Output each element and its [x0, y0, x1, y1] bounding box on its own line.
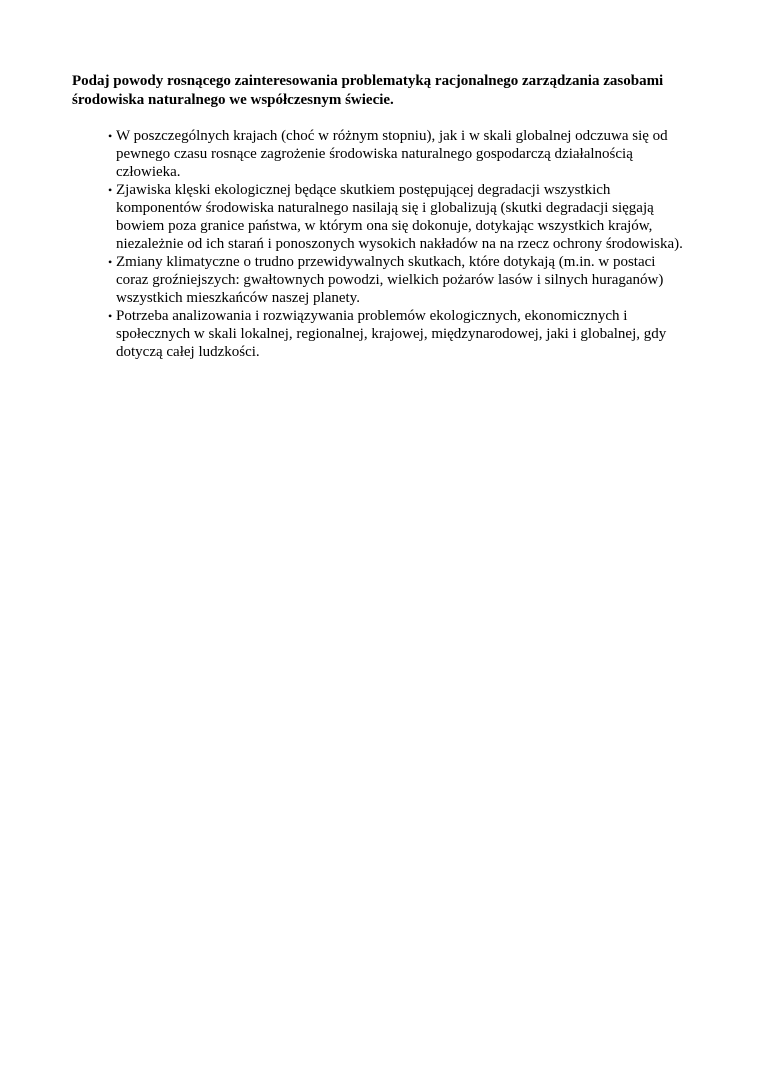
bullet-icon: •: [108, 255, 113, 269]
list-item: [108, 253, 688, 307]
list-item-text: Zmiany klimatyczne o trudno przewidywalnych skutkach, które dotykają (m.in. w postaci coraz groźniejszych: gwałtownych powodzi, wielkich pożarów lasów i silnych huraganów) wszystkich mieszkańców naszej planety.: [116, 254, 664, 306]
list-item-text: Zjawiska klęski ekologicznej będące skutkiem postępującej degradacji wszystkich komponentów środowiska naturalnego nasilają się i globalizują (skutki degradacji sięgają bowiem poza granice państwa, w którym ona się dokonuje, dotykając wszystkich krajów, niezależnie od ich starań i ponoszonych wysokich nakładów na na rzecz ochrony środowiska).: [116, 182, 683, 252]
list-item-text: W poszczególnych krajach (choć w różnym stopniu), jak i w skali globalnej odczuwa się od pewnego czasu rosnące zagrożenie środowiska naturalnego gospodarczą działalnością człowieka.: [116, 128, 668, 180]
list-item: [108, 307, 688, 361]
bullet-icon: •: [108, 183, 113, 197]
list-item: [108, 127, 688, 181]
answer-list: [108, 127, 688, 361]
bullet-icon: •: [108, 129, 113, 143]
question-heading: Podaj powody rosnącego zainteresowania problematyką racjonalnego zarządzania zasobami środowiska naturalnego we współczesnym świecie.: [72, 73, 664, 108]
list-item: [108, 181, 688, 253]
list-item-text: Potrzeba analizowania i rozwiązywania problemów ekologicznych, ekonomicznych i społecznych w skali lokalnej, regionalnej, krajowej, międzynarodowej, jaki i globalnej, gdy dotyczą całej ludzkości.: [116, 308, 667, 360]
bullet-icon: •: [108, 309, 113, 323]
